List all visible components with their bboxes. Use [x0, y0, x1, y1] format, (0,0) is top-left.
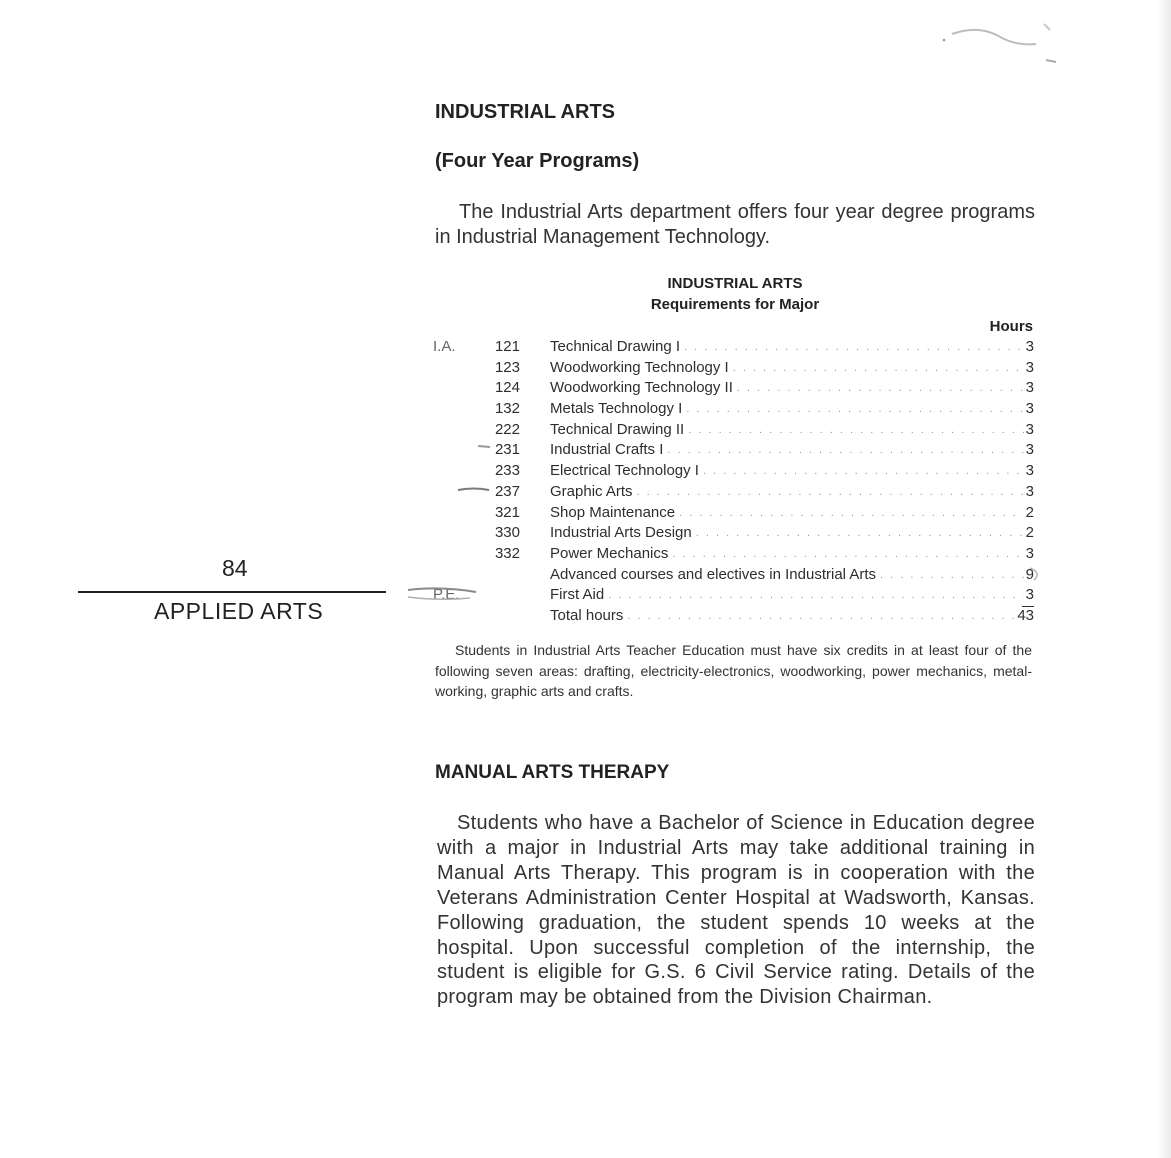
- course-name: Graphic Arts: [550, 482, 633, 500]
- course-number: 132: [494, 400, 520, 418]
- table-row: [430, 440, 1036, 461]
- course-number: 231: [494, 441, 520, 459]
- intro-paragraph: The Industrial Arts department offers four year degree programs in Industrial Management Technology.: [435, 201, 1035, 248]
- course-hours: 9: [1025, 565, 1034, 583]
- table-row: [430, 565, 1036, 586]
- manual-arts-heading: MANUAL ARTS THERAPY: [435, 762, 670, 783]
- course-name: Shop Maintenance: [550, 503, 676, 521]
- total-hours: 43: [1017, 606, 1034, 624]
- department-prefix: P.E.: [433, 586, 460, 604]
- course-hours: 3: [1025, 379, 1034, 397]
- course-name: First Aid: [550, 586, 605, 604]
- section-heading: INDUSTRIAL ARTS: [435, 101, 615, 123]
- table-row: [430, 523, 1036, 544]
- table-row: [430, 399, 1036, 420]
- table-row: [430, 544, 1036, 565]
- table-title: INDUSTRIAL ARTS: [667, 275, 803, 292]
- course-hours: 3: [1025, 544, 1034, 562]
- section-title: APPLIED ARTS: [154, 598, 324, 624]
- course-name: Technical Drawing II: [550, 420, 685, 438]
- table-row: [430, 461, 1036, 482]
- teacher-education-note: Students in Industrial Arts Teacher Education must have six credits in at least four of the following seven areas: drafting, electricity-electronics, woodworking, power mechanics, metal-working, graphic arts and crafts.: [435, 642, 1032, 699]
- table-row: [430, 358, 1036, 379]
- course-hours: 3: [1025, 338, 1034, 355]
- course-hours: 3: [1025, 482, 1034, 500]
- course-name: Advanced courses and electives in Industrial Arts: [550, 565, 877, 583]
- course-number: 237: [494, 482, 520, 500]
- requirements-table: [430, 337, 1036, 627]
- course-number: 222: [494, 420, 520, 438]
- program-subheading: (Four Year Programs): [435, 150, 640, 172]
- course-hours: 3: [1025, 462, 1034, 480]
- course-number: 321: [494, 503, 520, 521]
- table-row: [430, 337, 1036, 358]
- course-number: 332: [494, 544, 520, 562]
- table-row: [430, 420, 1036, 441]
- course-hours: 3: [1025, 400, 1034, 418]
- course-name: Woodworking Technology II: [550, 379, 733, 397]
- department-prefix: I.A.: [433, 338, 456, 355]
- course-name: Woodworking Technology I: [550, 358, 729, 376]
- table-row: [430, 503, 1036, 524]
- total-row: [430, 606, 1036, 627]
- course-number: 124: [494, 379, 520, 397]
- course-name: Power Mechanics: [550, 544, 669, 562]
- hours-column-header: Hours: [989, 318, 1033, 335]
- total-label: Total hours: [550, 606, 624, 624]
- course-name: Industrial Crafts I: [550, 441, 664, 459]
- table-subtitle: Requirements for Major: [650, 296, 820, 313]
- course-hours: 3: [1025, 441, 1034, 459]
- margin-divider: [78, 591, 386, 593]
- table-row: [430, 378, 1036, 399]
- course-number: 121: [494, 338, 520, 355]
- table-row: [430, 482, 1036, 503]
- course-name: Technical Drawing I: [550, 338, 681, 355]
- page-number: 84: [222, 555, 248, 581]
- course-hours: 3: [1025, 358, 1034, 376]
- course-hours: 2: [1025, 503, 1034, 521]
- course-hours: 3: [1022, 585, 1034, 607]
- table-row: [430, 585, 1036, 606]
- page-edge-shadow: [1158, 0, 1171, 1158]
- ink-smudge-mark: [940, 20, 1060, 75]
- course-hours: 3: [1025, 420, 1034, 438]
- course-number: 330: [494, 524, 520, 542]
- course-name: Electrical Technology I: [550, 462, 699, 480]
- course-number: 123: [494, 358, 520, 376]
- course-hours: 2: [1025, 524, 1034, 542]
- course-number: 233: [494, 462, 520, 480]
- course-name: Industrial Arts Design: [550, 524, 692, 542]
- manual-arts-paragraph: Students who have a Bachelor of Science in Education degree with a major in Industrial Arts may take additional training in Manual Arts Therapy. This program is in cooperation with the Veterans Administration Center Hospital at Wadsworth, Kansas. Following graduation, the student spends 10 weeks at the hospital. Upon successful completion of the internship, the student is eligible for G.S. 6 Civil Service rating. Details of the program may be obtained from the Division Chairman.: [437, 812, 1035, 1009]
- course-name: Metals Technology I: [550, 400, 683, 418]
